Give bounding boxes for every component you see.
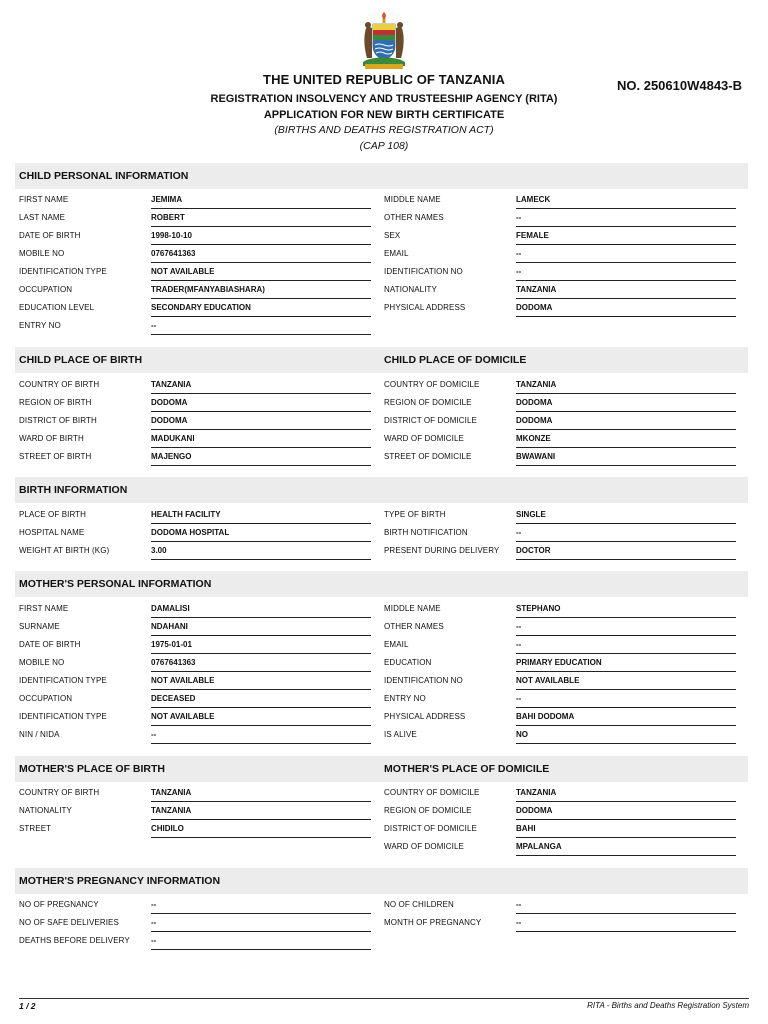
- field-row: [384, 654, 736, 672]
- section-mother-pregnancy: [15, 868, 748, 894]
- field-value: DODOMA: [516, 394, 736, 412]
- section-title-right: CHILD PLACE OF DOMICILE: [384, 354, 527, 366]
- field-label: NATIONALITY: [19, 806, 72, 815]
- field-label: NO OF SAFE DELIVERIES: [19, 918, 119, 927]
- field-row: [384, 838, 736, 856]
- system-name: RITA - Births and Deaths Registration System: [587, 1001, 749, 1010]
- field-value: HEALTH FACILITY: [151, 506, 371, 524]
- field-value: --: [151, 896, 371, 914]
- field-value: NO: [516, 726, 736, 744]
- field-row: [19, 209, 371, 227]
- field-row: [19, 245, 371, 263]
- field-label: MIDDLE NAME: [384, 195, 441, 204]
- field-value: DECEASED: [151, 690, 371, 708]
- field-label: PRESENT DURING DELIVERY: [384, 546, 500, 555]
- field-value: MAJENGO: [151, 448, 371, 466]
- field-value: PRIMARY EDUCATION: [516, 654, 736, 672]
- section-title-left: MOTHER'S PLACE OF BIRTH: [19, 763, 165, 775]
- field-row: [384, 636, 736, 654]
- field-value: FEMALE: [516, 227, 736, 245]
- field-value: TRADER(MFANYABIASHARA): [151, 281, 371, 299]
- field-row: [384, 412, 736, 430]
- field-value: MADUKANI: [151, 430, 371, 448]
- field-value: --: [516, 690, 736, 708]
- field-value: CHIDILO: [151, 820, 371, 838]
- section-child-personal: [15, 163, 748, 189]
- field-value: DODOMA: [151, 412, 371, 430]
- field-label: EMAIL: [384, 640, 409, 649]
- field-label: NATIONALITY: [384, 285, 437, 294]
- field-label: ENTRY NO: [384, 694, 426, 703]
- field-row: [384, 672, 736, 690]
- field-label: IDENTIFICATION TYPE: [19, 676, 107, 685]
- field-label: HOSPITAL NAME: [19, 528, 85, 537]
- field-row: [384, 820, 736, 838]
- field-label: STREET: [19, 824, 52, 833]
- field-label: FIRST NAME: [19, 195, 69, 204]
- field-value: BAHI: [516, 820, 736, 838]
- field-value: DODOMA: [516, 299, 736, 317]
- field-row: [19, 317, 371, 335]
- field-label: COUNTRY OF DOMICILE: [384, 788, 480, 797]
- field-label: IDENTIFICATION TYPE: [19, 712, 107, 721]
- field-value: 1998-10-10: [151, 227, 371, 245]
- field-row: [384, 690, 736, 708]
- field-value: --: [516, 636, 736, 654]
- field-row: [19, 227, 371, 245]
- field-value: --: [516, 914, 736, 932]
- field-row: [384, 191, 736, 209]
- field-value: NOT AVAILABLE: [151, 708, 371, 726]
- field-value: --: [516, 263, 736, 281]
- field-row: [19, 654, 371, 672]
- field-row: [384, 430, 736, 448]
- field-row: [19, 672, 371, 690]
- field-value: 0767641363: [151, 654, 371, 672]
- field-row: [19, 430, 371, 448]
- field-label: ENTRY NO: [19, 321, 61, 330]
- field-value: TANZANIA: [516, 281, 736, 299]
- field-value: --: [516, 209, 736, 227]
- field-label: COUNTRY OF DOMICILE: [384, 380, 480, 389]
- field-row: [19, 896, 371, 914]
- field-row: [384, 542, 736, 560]
- page-number: 1 / 2: [19, 1001, 36, 1011]
- field-value: DOCTOR: [516, 542, 736, 560]
- field-label: IDENTIFICATION NO: [384, 676, 463, 685]
- field-row: [19, 263, 371, 281]
- application-number: NO. 250610W4843-B: [616, 78, 742, 93]
- field-row: [384, 618, 736, 636]
- field-value: DODOMA HOSPITAL: [151, 524, 371, 542]
- field-value: 0767641363: [151, 245, 371, 263]
- field-label: REGION OF DOMICILE: [384, 398, 472, 407]
- field-label: STREET OF BIRTH: [19, 452, 92, 461]
- field-row: [19, 191, 371, 209]
- field-row: [19, 448, 371, 466]
- field-value: DODOMA: [516, 802, 736, 820]
- field-row: [19, 802, 371, 820]
- field-label: EDUCATION LEVEL: [19, 303, 95, 312]
- field-label: SURNAME: [19, 622, 60, 631]
- field-row: [19, 506, 371, 524]
- field-row: [384, 394, 736, 412]
- field-value: 3.00: [151, 542, 371, 560]
- field-row: [384, 524, 736, 542]
- field-value: SINGLE: [516, 506, 736, 524]
- field-label: IDENTIFICATION NO: [384, 267, 463, 276]
- field-value: --: [151, 932, 371, 950]
- agency-title: REGISTRATION INSOLVENCY AND TRUSTEESHIP AGENCY (RITA): [210, 93, 558, 105]
- document-title: APPLICATION FOR NEW BIRTH CERTIFICATE: [263, 109, 505, 121]
- field-label: BIRTH NOTIFICATION: [384, 528, 468, 537]
- field-value: MKONZE: [516, 430, 736, 448]
- field-label: MOBILE NO: [19, 658, 65, 667]
- field-value: --: [516, 524, 736, 542]
- field-label: COUNTRY OF BIRTH: [19, 380, 100, 389]
- field-row: [384, 245, 736, 263]
- field-row: [384, 802, 736, 820]
- field-label: WARD OF BIRTH: [19, 434, 84, 443]
- field-row: [19, 708, 371, 726]
- field-value: JEMIMA: [151, 191, 371, 209]
- field-value: --: [151, 914, 371, 932]
- field-value: TANZANIA: [516, 376, 736, 394]
- field-label: TYPE OF BIRTH: [384, 510, 446, 519]
- field-label: MOBILE NO: [19, 249, 65, 258]
- field-value: NOT AVAILABLE: [516, 672, 736, 690]
- field-value: SECONDARY EDUCATION: [151, 299, 371, 317]
- field-label: WARD OF DOMICILE: [384, 842, 464, 851]
- field-value: NOT AVAILABLE: [151, 672, 371, 690]
- field-label: DISTRICT OF DOMICILE: [384, 416, 477, 425]
- section-mother-place: [15, 756, 748, 782]
- field-label: DATE OF BIRTH: [19, 640, 81, 649]
- field-label: PHYSICAL ADDRESS: [384, 712, 466, 721]
- field-label: LAST NAME: [19, 213, 66, 222]
- field-row: [19, 524, 371, 542]
- field-row: [384, 281, 736, 299]
- field-label: SEX: [384, 231, 401, 240]
- field-row: [19, 281, 371, 299]
- field-row: [19, 820, 371, 838]
- field-row: [384, 708, 736, 726]
- field-value: DODOMA: [151, 394, 371, 412]
- field-value: --: [151, 317, 371, 335]
- field-row: [384, 896, 736, 914]
- section-child-place: [15, 347, 748, 373]
- field-label: REGION OF DOMICILE: [384, 806, 472, 815]
- field-row: [384, 263, 736, 281]
- field-value: BAHI DODOMA: [516, 708, 736, 726]
- field-row: [19, 932, 371, 950]
- field-value: --: [516, 896, 736, 914]
- section-title: BIRTH INFORMATION: [19, 484, 128, 496]
- field-row: [19, 412, 371, 430]
- field-value: BWAWANI: [516, 448, 736, 466]
- field-label: PHYSICAL ADDRESS: [384, 303, 466, 312]
- section-birth-info: [15, 477, 748, 503]
- field-label: FIRST NAME: [19, 604, 69, 613]
- field-row: [384, 726, 736, 744]
- field-value: DAMALISI: [151, 600, 371, 618]
- field-value: 1975-01-01: [151, 636, 371, 654]
- field-label: DISTRICT OF DOMICILE: [384, 824, 477, 833]
- field-row: [19, 784, 371, 802]
- field-row: [384, 448, 736, 466]
- field-label: OCCUPATION: [19, 694, 73, 703]
- field-row: [19, 618, 371, 636]
- field-row: [19, 914, 371, 932]
- field-row: [19, 636, 371, 654]
- section-title: CHILD PERSONAL INFORMATION: [19, 170, 189, 182]
- field-row: [384, 600, 736, 618]
- field-label: MIDDLE NAME: [384, 604, 441, 613]
- field-row: [19, 726, 371, 744]
- field-value: NOT AVAILABLE: [151, 263, 371, 281]
- field-row: [384, 914, 736, 932]
- field-label: OTHER NAMES: [384, 622, 444, 631]
- field-row: [19, 394, 371, 412]
- field-value: LAMECK: [516, 191, 736, 209]
- country-title: THE UNITED REPUBLIC OF TANZANIA: [263, 72, 505, 87]
- field-label: DISTRICT OF BIRTH: [19, 416, 97, 425]
- field-row: [384, 299, 736, 317]
- section-title-right: MOTHER'S PLACE OF DOMICILE: [384, 763, 550, 775]
- field-row: [384, 227, 736, 245]
- field-label: EMAIL: [384, 249, 409, 258]
- field-label: WEIGHT AT BIRTH (KG): [19, 546, 110, 555]
- section-mother-personal: [15, 571, 748, 597]
- field-label: IS ALIVE: [384, 730, 417, 739]
- field-label: DEATHS BEFORE DELIVERY: [19, 936, 130, 945]
- field-value: ROBERT: [151, 209, 371, 227]
- field-row: [19, 542, 371, 560]
- field-row: [19, 600, 371, 618]
- field-row: [19, 299, 371, 317]
- field-label: REGION OF BIRTH: [19, 398, 92, 407]
- field-value: --: [151, 726, 371, 744]
- field-row: [384, 376, 736, 394]
- field-label: COUNTRY OF BIRTH: [19, 788, 100, 797]
- cap-subtitle: (CAP 108): [359, 140, 409, 152]
- coat-of-arms-emblem: [357, 12, 411, 70]
- field-label: STREET OF DOMICILE: [384, 452, 472, 461]
- field-value: TANZANIA: [151, 802, 371, 820]
- field-value: TANZANIA: [516, 784, 736, 802]
- field-row: [384, 209, 736, 227]
- section-title-left: CHILD PLACE OF BIRTH: [19, 354, 143, 366]
- act-subtitle: (BIRTHS AND DEATHS REGISTRATION ACT): [274, 124, 494, 136]
- field-label: OTHER NAMES: [384, 213, 444, 222]
- field-value: MPALANGA: [516, 838, 736, 856]
- section-title: MOTHER'S PREGNANCY INFORMATION: [19, 875, 221, 887]
- field-value: --: [516, 618, 736, 636]
- field-label: PLACE OF BIRTH: [19, 510, 87, 519]
- field-row: [384, 784, 736, 802]
- field-label: IDENTIFICATION TYPE: [19, 267, 107, 276]
- field-row: [384, 506, 736, 524]
- field-label: NO OF CHILDREN: [384, 900, 454, 909]
- field-row: [19, 690, 371, 708]
- footer-divider: [19, 998, 749, 999]
- field-label: MONTH OF PREGNANCY: [384, 918, 482, 927]
- field-value: TANZANIA: [151, 784, 371, 802]
- field-value: TANZANIA: [151, 376, 371, 394]
- field-value: STEPHANO: [516, 600, 736, 618]
- field-value: NDAHANI: [151, 618, 371, 636]
- field-label: NIN / NIDA: [19, 730, 60, 739]
- field-label: OCCUPATION: [19, 285, 73, 294]
- field-label: WARD OF DOMICILE: [384, 434, 464, 443]
- field-label: NO OF PREGNANCY: [19, 900, 99, 909]
- section-title: MOTHER'S PERSONAL INFORMATION: [19, 578, 212, 590]
- field-row: [19, 376, 371, 394]
- field-label: EDUCATION: [384, 658, 432, 667]
- field-label: DATE OF BIRTH: [19, 231, 81, 240]
- field-value: --: [516, 245, 736, 263]
- field-value: DODOMA: [516, 412, 736, 430]
